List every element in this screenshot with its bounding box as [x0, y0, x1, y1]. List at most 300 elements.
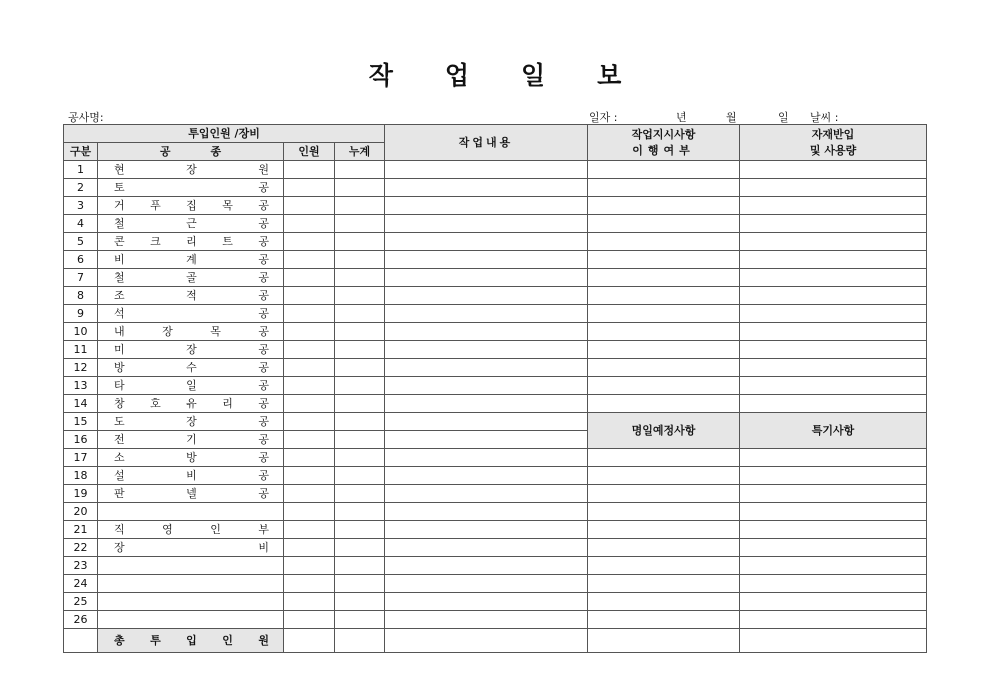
row-number: 5 — [64, 233, 98, 251]
trade-char: 유 — [186, 396, 197, 410]
row-number: 16 — [64, 431, 98, 449]
work-content-cell[interactable] — [385, 359, 588, 377]
cumulative-cell[interactable] — [335, 521, 385, 539]
trade-char: 창 — [114, 396, 125, 410]
trade-cell[interactable] — [98, 611, 284, 629]
work-content-cell[interactable] — [385, 431, 588, 449]
trade-char: 직 — [114, 522, 125, 536]
trade-char: 공 — [258, 378, 269, 392]
work-content-cell[interactable] — [385, 323, 588, 341]
work-content-cell[interactable] — [385, 539, 588, 557]
work-content-cell[interactable] — [385, 341, 588, 359]
instruction-cell[interactable] — [588, 611, 740, 629]
trade-cell[interactable] — [98, 395, 284, 413]
total-char: 인 — [222, 633, 233, 647]
cumulative-cell[interactable] — [335, 413, 385, 431]
row-number: 3 — [64, 197, 98, 215]
total-char: 총 — [114, 633, 125, 647]
row-number: 6 — [64, 251, 98, 269]
headcount-cell[interactable] — [284, 449, 335, 467]
instruction-cell[interactable] — [588, 575, 740, 593]
total-work-cell[interactable] — [385, 629, 588, 653]
headcount-cell[interactable] — [284, 611, 335, 629]
table-row — [64, 485, 927, 503]
cumulative-cell[interactable] — [335, 503, 385, 521]
material-cell[interactable] — [740, 575, 927, 593]
trade-char: 방 — [186, 450, 197, 464]
row-number: 11 — [64, 341, 98, 359]
row-number: 7 — [64, 269, 98, 287]
trade-char: 영 — [162, 522, 173, 536]
instruction-cell[interactable] — [588, 377, 740, 395]
trade-char: 비 — [114, 252, 125, 266]
total-char: 입 — [186, 633, 197, 647]
cumulative-cell[interactable] — [335, 431, 385, 449]
trade-char: 소 — [114, 450, 125, 464]
trade-char: 공 — [258, 414, 269, 428]
headcount-cell[interactable] — [284, 395, 335, 413]
trade-cell[interactable] — [98, 197, 284, 215]
trade-char: 공 — [258, 342, 269, 356]
material-cell[interactable] — [740, 467, 927, 485]
title-char: 업 — [444, 61, 469, 90]
headcount-cell[interactable] — [284, 413, 335, 431]
material-usage-header — [740, 125, 927, 161]
headcount-cell[interactable] — [284, 341, 335, 359]
trade-char: 공 — [258, 198, 269, 212]
project-name-label: 공사명: — [68, 111, 104, 124]
material-cell[interactable] — [740, 611, 927, 629]
instruction-cell[interactable] — [588, 503, 740, 521]
material-cell[interactable] — [740, 179, 927, 197]
usage-label: 및 사용량 — [809, 143, 857, 157]
trade-cell[interactable] — [98, 503, 284, 521]
material-cell[interactable] — [740, 287, 927, 305]
trade-cell[interactable] — [98, 377, 284, 395]
work-content-cell[interactable] — [385, 197, 588, 215]
trade-char: 장 — [114, 540, 125, 554]
headcount-cell[interactable] — [284, 377, 335, 395]
work-content-cell[interactable] — [385, 485, 588, 503]
row-number: 18 — [64, 467, 98, 485]
instruction-cell[interactable] — [588, 305, 740, 323]
material-cell[interactable] — [740, 251, 927, 269]
trade-cell[interactable] — [98, 557, 284, 575]
headcount-cell[interactable] — [284, 359, 335, 377]
trade-cell[interactable] — [98, 485, 284, 503]
instruction-cell[interactable] — [588, 359, 740, 377]
work-content-cell[interactable] — [385, 377, 588, 395]
instruction-cell[interactable] — [588, 449, 740, 467]
trade-char: 적 — [186, 288, 197, 302]
trade-header-char: 공 — [159, 144, 171, 158]
instruction-cell[interactable] — [588, 521, 740, 539]
trade-char: 토 — [114, 180, 125, 194]
trade-cell[interactable] — [98, 539, 284, 557]
material-cell[interactable] — [740, 269, 927, 287]
cumulative-cell[interactable] — [335, 359, 385, 377]
headcount-cell[interactable] — [284, 305, 335, 323]
trade-char: 계 — [186, 252, 197, 266]
headcount-cell[interactable] — [284, 557, 335, 575]
material-cell[interactable] — [740, 197, 927, 215]
instruction-compliance-header — [588, 125, 740, 161]
trade-char: 공 — [258, 396, 269, 410]
headcount-cell[interactable] — [284, 179, 335, 197]
row-number: 17 — [64, 449, 98, 467]
headcount-cell[interactable] — [284, 575, 335, 593]
cumulative-cell[interactable] — [335, 287, 385, 305]
trade-char: 방 — [114, 360, 125, 374]
table-row — [64, 161, 927, 179]
cumulative-cell[interactable] — [335, 215, 385, 233]
table-row — [64, 269, 927, 287]
remarks-header: 특기사항 — [740, 413, 927, 449]
cumulative-cell[interactable] — [335, 197, 385, 215]
row-number: 4 — [64, 215, 98, 233]
trade-char: 공 — [258, 234, 269, 248]
trade-cell[interactable] — [98, 305, 284, 323]
work-content-label: 작업내용 — [458, 135, 514, 149]
headcount-cell[interactable] — [284, 521, 335, 539]
trade-cell[interactable] — [98, 575, 284, 593]
next-day-plan-header: 명일예정사항 — [588, 413, 740, 449]
work-content-cell[interactable] — [385, 557, 588, 575]
instruction-cell[interactable] — [588, 539, 740, 557]
month-label: 월 — [726, 111, 737, 124]
table-row — [64, 377, 927, 395]
headcount-cell[interactable] — [284, 323, 335, 341]
work-content-cell[interactable] — [385, 413, 588, 431]
row-number: 14 — [64, 395, 98, 413]
trade-char: 트 — [222, 234, 233, 248]
work-content-cell[interactable] — [385, 611, 588, 629]
daily-work-report-table — [63, 124, 927, 653]
cumulative-cell[interactable] — [335, 395, 385, 413]
trade-char: 설 — [114, 468, 125, 482]
row-number: 24 — [64, 575, 98, 593]
trade-char: 공 — [258, 486, 269, 500]
work-content-cell[interactable] — [385, 521, 588, 539]
material-cell[interactable] — [740, 161, 927, 179]
table-row — [64, 359, 927, 377]
instruction-cell[interactable] — [588, 287, 740, 305]
trade-char: 콘 — [114, 234, 125, 248]
instruction-cell[interactable] — [588, 251, 740, 269]
work-content-cell[interactable] — [385, 179, 588, 197]
row-number: 10 — [64, 323, 98, 341]
material-cell[interactable] — [740, 521, 927, 539]
work-content-cell[interactable] — [385, 287, 588, 305]
headcount-cell[interactable] — [284, 287, 335, 305]
trade-cell[interactable] — [98, 287, 284, 305]
row-number: 9 — [64, 305, 98, 323]
cumulative-cell[interactable] — [335, 557, 385, 575]
row-number: 13 — [64, 377, 98, 395]
trade-cell[interactable] — [98, 431, 284, 449]
total-blank-cell — [64, 629, 98, 653]
row-number: 23 — [64, 557, 98, 575]
headcount-cell[interactable] — [284, 197, 335, 215]
trade-char: 공 — [258, 432, 269, 446]
trade-char: 수 — [186, 360, 197, 374]
trade-char: 도 — [114, 414, 125, 428]
trade-char: 공 — [258, 180, 269, 194]
trade-cell[interactable] — [98, 413, 284, 431]
total-headcount-cell[interactable] — [284, 629, 335, 653]
year-label: 년 — [676, 111, 687, 124]
trade-char: 푸 — [150, 198, 161, 212]
cumulative-cell[interactable] — [335, 377, 385, 395]
trade-char: 미 — [114, 342, 125, 356]
trade-char: 넬 — [186, 486, 197, 500]
instruction-cell[interactable] — [588, 395, 740, 413]
headcount-cell[interactable] — [284, 161, 335, 179]
trade-char: 공 — [258, 468, 269, 482]
trade-char: 타 — [114, 378, 125, 392]
headcount-cell[interactable] — [284, 233, 335, 251]
material-cell[interactable] — [740, 503, 927, 521]
trade-header-char: 종 — [210, 144, 222, 158]
division-header: 구분 — [64, 143, 98, 161]
table-row — [64, 467, 927, 485]
trade-cell[interactable] — [98, 593, 284, 611]
headcount-cell[interactable] — [284, 593, 335, 611]
table-row — [64, 575, 927, 593]
cumulative-cell[interactable] — [335, 269, 385, 287]
trade-char: 철 — [114, 270, 125, 284]
trade-cell[interactable] — [98, 233, 284, 251]
title-char: 보 — [597, 61, 622, 90]
trade-char: 목 — [210, 324, 221, 338]
trade-cell[interactable] — [98, 269, 284, 287]
trade-char: 공 — [258, 450, 269, 464]
total-row — [64, 629, 927, 653]
row-number: 20 — [64, 503, 98, 521]
work-content-cell[interactable] — [385, 575, 588, 593]
material-cell[interactable] — [740, 341, 927, 359]
trade-char: 공 — [258, 252, 269, 266]
table-row — [64, 323, 927, 341]
work-content-cell[interactable] — [385, 593, 588, 611]
headcount-cell[interactable] — [284, 485, 335, 503]
trade-char: 장 — [186, 162, 197, 176]
table-row — [64, 197, 927, 215]
total-remarks-cell[interactable] — [740, 629, 927, 653]
trade-cell[interactable] — [98, 341, 284, 359]
trade-char: 원 — [258, 162, 269, 176]
table-row — [64, 341, 927, 359]
row-number: 15 — [64, 413, 98, 431]
work-content-cell[interactable] — [385, 503, 588, 521]
total-plan-cell[interactable] — [588, 629, 740, 653]
headcount-cell[interactable] — [284, 251, 335, 269]
compliance-label: 이행여부 — [632, 143, 695, 157]
instruction-cell[interactable] — [588, 161, 740, 179]
material-cell[interactable] — [740, 233, 927, 251]
headcount-cell[interactable] — [284, 431, 335, 449]
trade-char: 현 — [114, 162, 125, 176]
work-content-cell[interactable] — [385, 269, 588, 287]
cumulative-cell[interactable] — [335, 485, 385, 503]
headcount-cell[interactable] — [284, 467, 335, 485]
total-personnel-label — [98, 629, 284, 653]
instruction-cell[interactable] — [588, 341, 740, 359]
trade-cell[interactable] — [98, 161, 284, 179]
cumulative-cell[interactable] — [335, 575, 385, 593]
table-row — [64, 503, 927, 521]
cumulative-cell[interactable] — [335, 179, 385, 197]
material-cell[interactable] — [740, 395, 927, 413]
material-cell[interactable] — [740, 305, 927, 323]
row-number: 19 — [64, 485, 98, 503]
trade-header — [98, 143, 284, 161]
headcount-cell[interactable] — [284, 503, 335, 521]
headcount-cell[interactable] — [284, 269, 335, 287]
row-number: 2 — [64, 179, 98, 197]
table-row — [64, 233, 927, 251]
table-row — [64, 251, 927, 269]
cumulative-cell[interactable] — [335, 341, 385, 359]
trade-char: 판 — [114, 486, 125, 500]
row-number: 25 — [64, 593, 98, 611]
row-number: 12 — [64, 359, 98, 377]
table-row — [64, 539, 927, 557]
trade-char: 장 — [186, 342, 197, 356]
trade-char: 집 — [186, 198, 197, 212]
instruction-cell[interactable] — [588, 215, 740, 233]
cumulative-cell[interactable] — [335, 161, 385, 179]
trade-char: 공 — [258, 216, 269, 230]
cumulative-cell[interactable] — [335, 593, 385, 611]
trade-char: 석 — [114, 306, 125, 320]
trade-cell[interactable] — [98, 179, 284, 197]
trade-cell[interactable] — [98, 359, 284, 377]
trade-char: 공 — [258, 306, 269, 320]
trade-cell[interactable] — [98, 467, 284, 485]
cumulative-cell[interactable] — [335, 449, 385, 467]
cumulative-cell[interactable] — [335, 305, 385, 323]
instruction-cell[interactable] — [588, 467, 740, 485]
table-row — [64, 611, 927, 629]
headcount-header: 인원 — [284, 143, 335, 161]
row-number: 22 — [64, 539, 98, 557]
trade-cell[interactable] — [98, 251, 284, 269]
instruction-cell[interactable] — [588, 485, 740, 503]
total-cumulative-cell[interactable] — [335, 629, 385, 653]
trade-char: 장 — [186, 414, 197, 428]
title-char: 작 — [368, 61, 393, 90]
trade-char: 비 — [186, 468, 197, 482]
instruction-cell[interactable] — [588, 269, 740, 287]
material-cell[interactable] — [740, 593, 927, 611]
trade-char: 목 — [222, 198, 233, 212]
trade-char: 조 — [114, 288, 125, 302]
row-number: 1 — [64, 161, 98, 179]
headcount-cell[interactable] — [284, 539, 335, 557]
cumulative-cell[interactable] — [335, 539, 385, 557]
trade-char: 거 — [114, 198, 125, 212]
work-content-cell[interactable] — [385, 449, 588, 467]
headcount-cell[interactable] — [284, 215, 335, 233]
trade-cell[interactable] — [98, 323, 284, 341]
title-char: 일 — [521, 61, 546, 90]
trade-char: 철 — [114, 216, 125, 230]
cumulative-cell[interactable] — [335, 611, 385, 629]
total-char: 투 — [150, 633, 161, 647]
instruction-cell[interactable] — [588, 179, 740, 197]
trade-char: 장 — [162, 324, 173, 338]
table-row — [64, 521, 927, 539]
work-content-cell[interactable] — [385, 215, 588, 233]
trade-char: 기 — [186, 432, 197, 446]
day-label: 일 — [778, 111, 789, 124]
trade-char: 크 — [150, 234, 161, 248]
material-cell[interactable] — [740, 539, 927, 557]
cumulative-cell[interactable] — [335, 251, 385, 269]
personnel-equipment-header: 투입인원 /장비 — [64, 125, 385, 143]
work-content-cell[interactable] — [385, 467, 588, 485]
material-cell[interactable] — [740, 557, 927, 575]
trade-char: 내 — [114, 324, 125, 338]
cumulative-cell[interactable] — [335, 233, 385, 251]
material-cell[interactable] — [740, 359, 927, 377]
trade-char: 공 — [258, 288, 269, 302]
trade-char: 일 — [186, 378, 197, 392]
table-row — [64, 449, 927, 467]
instruction-cell[interactable] — [588, 323, 740, 341]
material-cell[interactable] — [740, 215, 927, 233]
trade-cell[interactable] — [98, 521, 284, 539]
weather-label: 날씨 : — [810, 111, 839, 124]
table-row — [64, 413, 927, 431]
table-row — [64, 287, 927, 305]
instruction-cell[interactable] — [588, 557, 740, 575]
table-row — [64, 179, 927, 197]
cumulative-header: 누계 — [335, 143, 385, 161]
trade-cell[interactable] — [98, 449, 284, 467]
work-content-cell[interactable] — [385, 305, 588, 323]
trade-char: 공 — [258, 270, 269, 284]
trade-char: 비 — [258, 540, 269, 554]
material-cell[interactable] — [740, 377, 927, 395]
work-content-cell[interactable] — [385, 251, 588, 269]
work-content-cell[interactable] — [385, 161, 588, 179]
work-content-cell[interactable] — [385, 233, 588, 251]
trade-char: 인 — [210, 522, 221, 536]
table-row — [64, 593, 927, 611]
trade-cell[interactable] — [98, 215, 284, 233]
cumulative-cell[interactable] — [335, 323, 385, 341]
trade-char: 골 — [186, 270, 197, 284]
table-row — [64, 215, 927, 233]
material-cell[interactable] — [740, 485, 927, 503]
work-content-header — [385, 125, 588, 161]
instruction-cell[interactable] — [588, 593, 740, 611]
trade-char: 호 — [150, 396, 161, 410]
table-row — [64, 305, 927, 323]
trade-char: 리 — [222, 396, 233, 410]
material-cell[interactable] — [740, 323, 927, 341]
table-row — [64, 557, 927, 575]
instruction-cell[interactable] — [588, 233, 740, 251]
cumulative-cell[interactable] — [335, 467, 385, 485]
instruction-cell[interactable] — [588, 197, 740, 215]
material-cell[interactable] — [740, 449, 927, 467]
work-content-cell[interactable] — [385, 395, 588, 413]
trade-char: 부 — [258, 522, 269, 536]
trade-char: 공 — [258, 324, 269, 338]
